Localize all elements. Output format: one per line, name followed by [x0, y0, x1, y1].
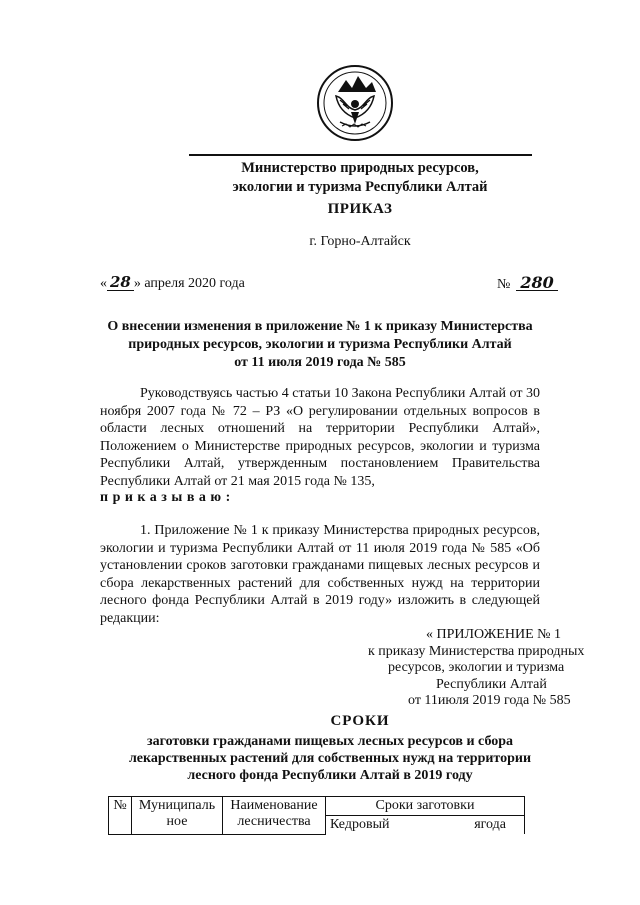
- ministry-line-1: Министерство природных ресурсов,: [241, 160, 479, 176]
- schedule-subtitle-line-3: лесного фонда Республики Алтай в 2019 году: [187, 768, 473, 783]
- schedule-subtitle-line-2: лекарственных растений для собственных нужд на территории: [128, 751, 532, 766]
- appendix-header: [360, 627, 610, 710]
- schedule-table: [108, 796, 525, 835]
- order-subject: [100, 318, 540, 372]
- subject-line-2: природных ресурсов, экологии и туризма Республики Алтай: [128, 337, 512, 352]
- appendix-line-1: « ПРИЛОЖЕНИЕ № 1: [426, 627, 561, 642]
- appendix-line-2: к приказу Министерства природных: [368, 643, 585, 659]
- schedule-subtitle-line-1: заготовки гражданами пищевых лесных ресурсов и сбора: [146, 734, 514, 749]
- coat-of-arms-emblem: [316, 64, 394, 142]
- header-forestry-line-1: Наименование: [230, 798, 318, 813]
- header-cell-municipality: [132, 797, 223, 835]
- header-municipality-line-1: Муниципаль: [138, 798, 216, 813]
- subject-line-1: О внесении изменения в приложение № 1 к приказу Министерства: [107, 319, 533, 334]
- subheader-cedar: Кедровый: [330, 817, 390, 832]
- date-month-year: » апреля 2020 года: [133, 276, 245, 291]
- header-cell-forestry: [223, 797, 326, 835]
- table-header-row: [109, 797, 525, 816]
- handwritten-number: 280: [516, 275, 557, 291]
- handwritten-day: 28: [107, 275, 134, 291]
- header-municipality-line-2: ное: [166, 814, 188, 829]
- ministry-name: [160, 159, 560, 197]
- order-number: [497, 275, 558, 293]
- appendix-line-5: от 11июля 2019 года № 585: [408, 693, 571, 708]
- number-sign: №: [497, 277, 511, 292]
- ministry-line-2: экологии и туризма Республики Алтай: [232, 179, 488, 195]
- date-open-quote: «: [100, 276, 107, 291]
- preamble-paragraph: Руководствуясь частью 4 статьи 10 Закона Республики Алтай от 30 ноября 2007 года № 72 – РЗ «О регулировании отдельных вопросов в области лесных отношений на территории Республики Алтай», Положением о Министерстве природных ресурсов, экологии и туризма Республики Алтай, утвержденным постановлением Правительства Республики Алтай от 21 мая 2015 года № 135,: [100, 386, 540, 489]
- header-cell-number: №: [109, 797, 132, 835]
- subheader-berry: ягода: [474, 817, 506, 832]
- document-type-title: ПРИКАЗ: [327, 201, 393, 217]
- appendix-line-3: ресурсов, экологии и туризма: [388, 660, 565, 675]
- subject-line-3: от 11 июля 2019 года № 585: [234, 355, 406, 370]
- decree-word: приказываю:: [100, 490, 235, 505]
- subheader-cell: [326, 816, 525, 835]
- schedule-subtitle: [110, 733, 550, 784]
- header-forestry-line-2: лесничества: [237, 814, 311, 829]
- city-name: г. Горно-Алтайск: [309, 234, 411, 249]
- item-1-paragraph: 1. Приложение № 1 к приказу Министерства природных ресурсов, экологии и туризма Республики Алтай от 11 июля 2019 года № 585 «Об установлении сроков заготовки гражданами пищевых лесных ресурсов и сбора лекарственных растений для собственных нужд на территории лесного фонда Республики Алтай в 2019 году» изложить в следующей редакции:: [100, 523, 540, 626]
- header-rule: [189, 154, 532, 156]
- appendix-line-4: Республики Алтай: [436, 676, 547, 692]
- header-cell-harvest-periods: Сроки заготовки: [326, 797, 525, 816]
- schedule-title: СРОКИ: [330, 713, 390, 729]
- order-date: [100, 275, 245, 292]
